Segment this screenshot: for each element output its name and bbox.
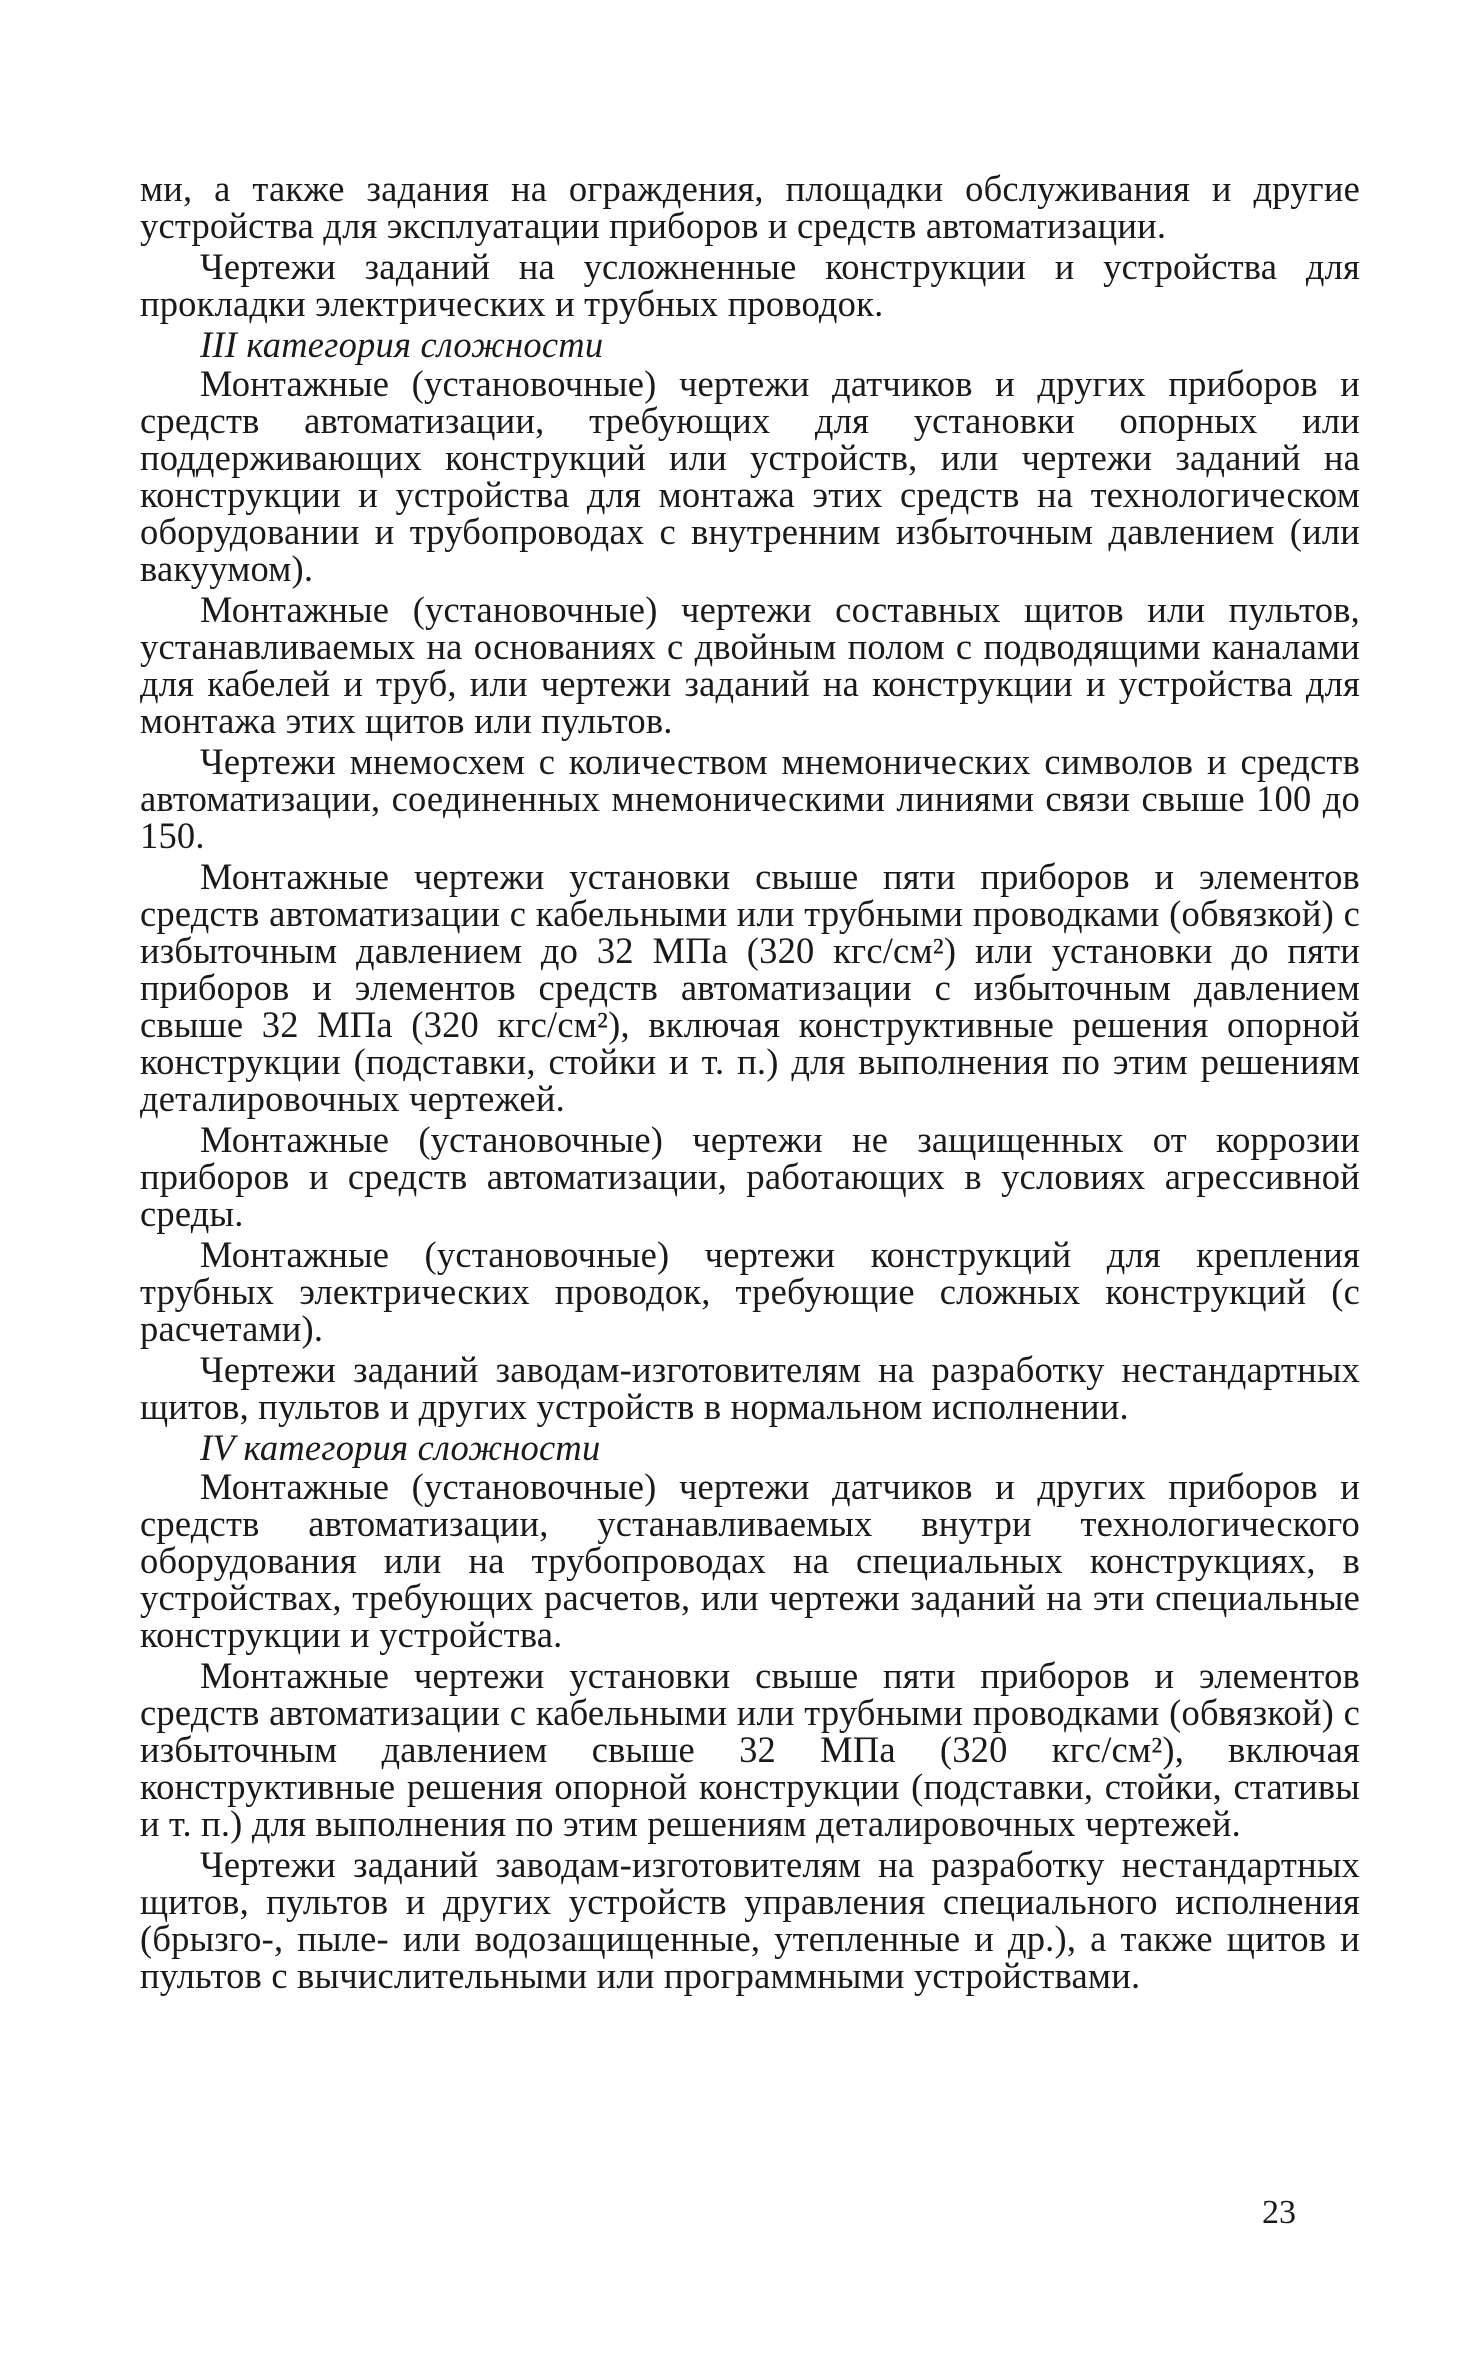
paragraph: Монтажные (установочные) чертежи составных щитов или пультов, устанавливаемых на основаниях с двойным полом с подводящими каналами для кабелей и труб, или чертежи заданий на конструкции и устройства для монтажа этих щитов или пультов. xyxy=(140,589,1360,741)
paragraph: Монтажные чертежи установки свыше пяти приборов и элементов средств автоматизации с кабельными или трубными проводками (обвязкой) с избыточным давлением до 32 МПа (320 кгс/см²) или установки до пяти приборов и элементов средств автоматизации с избыточным давлением свыше 32 МПа (320 кгс/см²), включая конструктивные решения опорной конструкции (подставки, стойки и т. п.) для выполнения по этим решениям деталировочных чертежей. xyxy=(140,856,1360,1119)
page-number: 23 xyxy=(1262,2194,1296,2231)
section-heading: IV категория сложности xyxy=(200,1427,601,1468)
paragraph: Монтажные чертежи установки свыше пяти приборов и элементов средств автоматизации с кабельными или трубными проводками (обвязкой) с избыточным давлением свыше 32 МПа (320 кгс/см²), включая конструктивные решения опорной конструкции (подставки, стойки, стативы и т. п.) для выполнения по этим решениям деталировочных чертежей. xyxy=(140,1655,1360,1844)
paragraph: Монтажные (установочные) чертежи не защищенных от коррозии приборов и средств автоматизации, работающих в условиях агрессивной среды. xyxy=(140,1119,1360,1234)
paragraph: Монтажные (установочные) чертежи датчиков и других приборов и средств автоматизации, устанавливаемых внутри технологического оборудования или на трубопроводах на специальных конструкциях, в устройствах, требующих расчетов, или чертежи заданий на эти специальные конструкции и устройства. xyxy=(140,1466,1360,1655)
paragraph: Монтажные (установочные) чертежи датчиков и других приборов и средств автоматизации, требующих для установки опорных или поддерживающих конструкций или устройств, или чертежи заданий на конструкции и устройства для монтажа этих средств на технологическом оборудовании и трубопроводах с внутренним избыточным давлением (или вакуумом). xyxy=(140,363,1360,589)
paragraph: Чертежи заданий заводам-изготовителям на разработку нестандартных щитов, пультов и других устройств управления специального исполнения (брызго-, пыле- или водозащищенные, утепленные и др.), а также щитов и пультов с вычислительными или программными устройствами. xyxy=(140,1844,1360,1996)
paragraph: Чертежи мнемосхем с количеством мнемонических символов и средств автоматизации, соединенных мнемоническими линиями связи свыше 100 до 150. xyxy=(140,741,1360,856)
paragraph: Чертежи заданий на усложненные конструкции и устройства для прокладки электрических и трубных проводок. xyxy=(140,246,1360,324)
section-heading: III категория сложности xyxy=(200,324,604,365)
paragraph: Чертежи заданий заводам-изготовителям на разработку нестандартных щитов, пультов и других устройств в нормальном исполнении. xyxy=(140,1349,1360,1427)
paragraph: Монтажные (установочные) чертежи конструкций для крепления трубных электрических проводок, требующие сложных конструкций (с расчетами). xyxy=(140,1234,1360,1349)
paragraph: ми, а также задания на ограждения, площадки обслуживания и другие устройства для эксплуатации приборов и средств автоматизации. xyxy=(140,168,1360,246)
page-body xyxy=(140,170,1360,1998)
